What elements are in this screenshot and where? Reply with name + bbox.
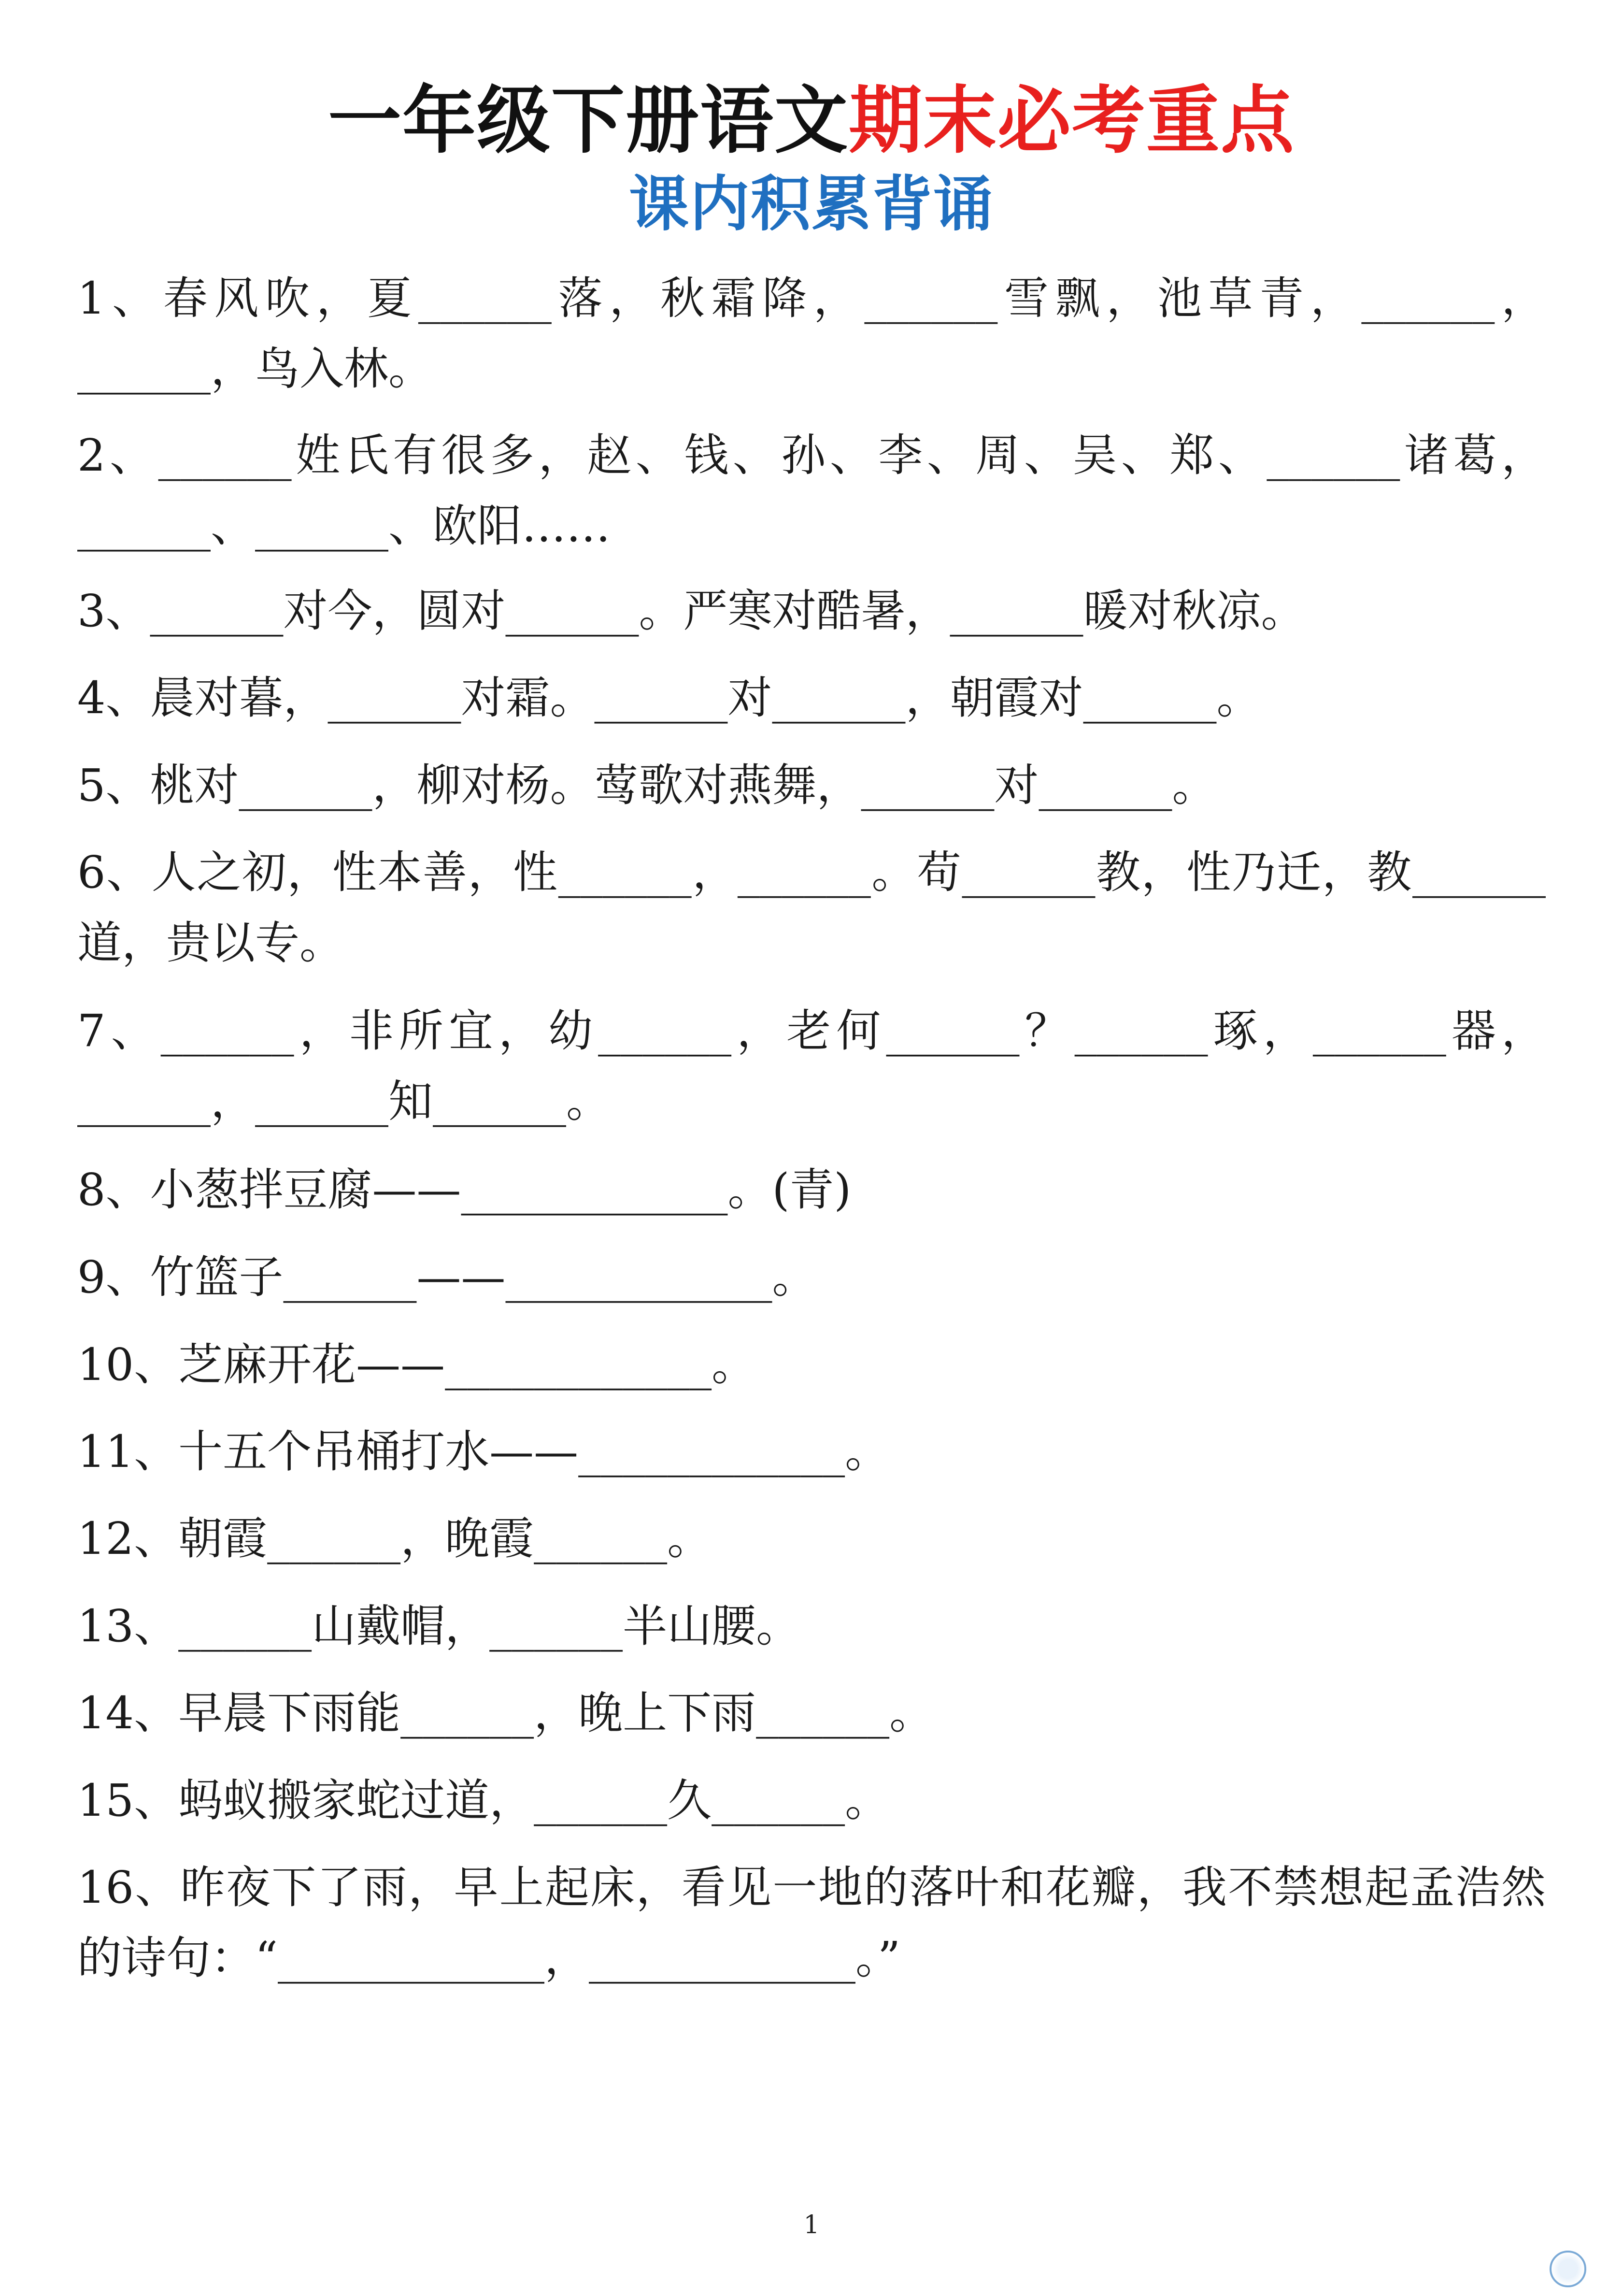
question-10: 10、芝麻开花——____________。 — [77, 1339, 756, 1391]
question-11: 11、十五个吊桶打水——____________。 — [77, 1426, 890, 1478]
question-6: 6、人之初，性本善，性______，______。苟______教，性乃迁，教______道，贵以专。 — [77, 847, 1546, 969]
page-number: 1 — [803, 2210, 820, 2239]
question-12: 12、朝霞______，晚霞______。 — [77, 1513, 712, 1564]
page-subtitle: 课内积累背诵 — [628, 170, 994, 239]
page-title-main: 一年级下册语文 — [328, 78, 849, 163]
question-16: 16、昨夜下了雨，早上起床，看见一地的落叶和花瓣，我不禁想起孟浩然的诗句：“____________，____________。” — [77, 1862, 1546, 1984]
page-title-highlight: 期末必考重点 — [849, 78, 1295, 163]
question-2: 2、______姓氏有很多，赵、钱、孙、李、周、吴、郑、______诸葛，______、______、欧阳…… — [77, 430, 1546, 552]
question-9: 9、竹篮子______——____________。 — [77, 1251, 817, 1303]
question-7: 7、______，非所宜，幼______，老何______？______琢，______器，______，______知______。 — [77, 1005, 1546, 1127]
question-4: 4、晨对暮，______对霜。______对______，朝霞对______。 — [77, 672, 1261, 724]
question-1: 1、春风吹，夏______落，秋霜降，______雪飘，池草青，______，______，鸟入林。 — [77, 273, 1546, 395]
watermark-seal-icon — [1550, 2251, 1586, 2287]
question-13: 13、______山戴帽，______半山腰。 — [77, 1600, 801, 1652]
question-3: 3、______对今，圆对______。严寒对酷暑，______暖对秋凉。 — [77, 585, 1306, 637]
question-15: 15、蚂蚁搬家蛇过道，______久______。 — [77, 1775, 890, 1826]
question-14: 14、早晨下雨能______，晚上下雨______。 — [77, 1687, 934, 1739]
page-title — [0, 72, 1623, 169]
question-8: 8、小葱拌豆腐——____________。(青) — [77, 1164, 852, 1216]
question-5: 5、桃对______，柳对杨。莺歌对燕舞，______对______。 — [77, 760, 1217, 811]
